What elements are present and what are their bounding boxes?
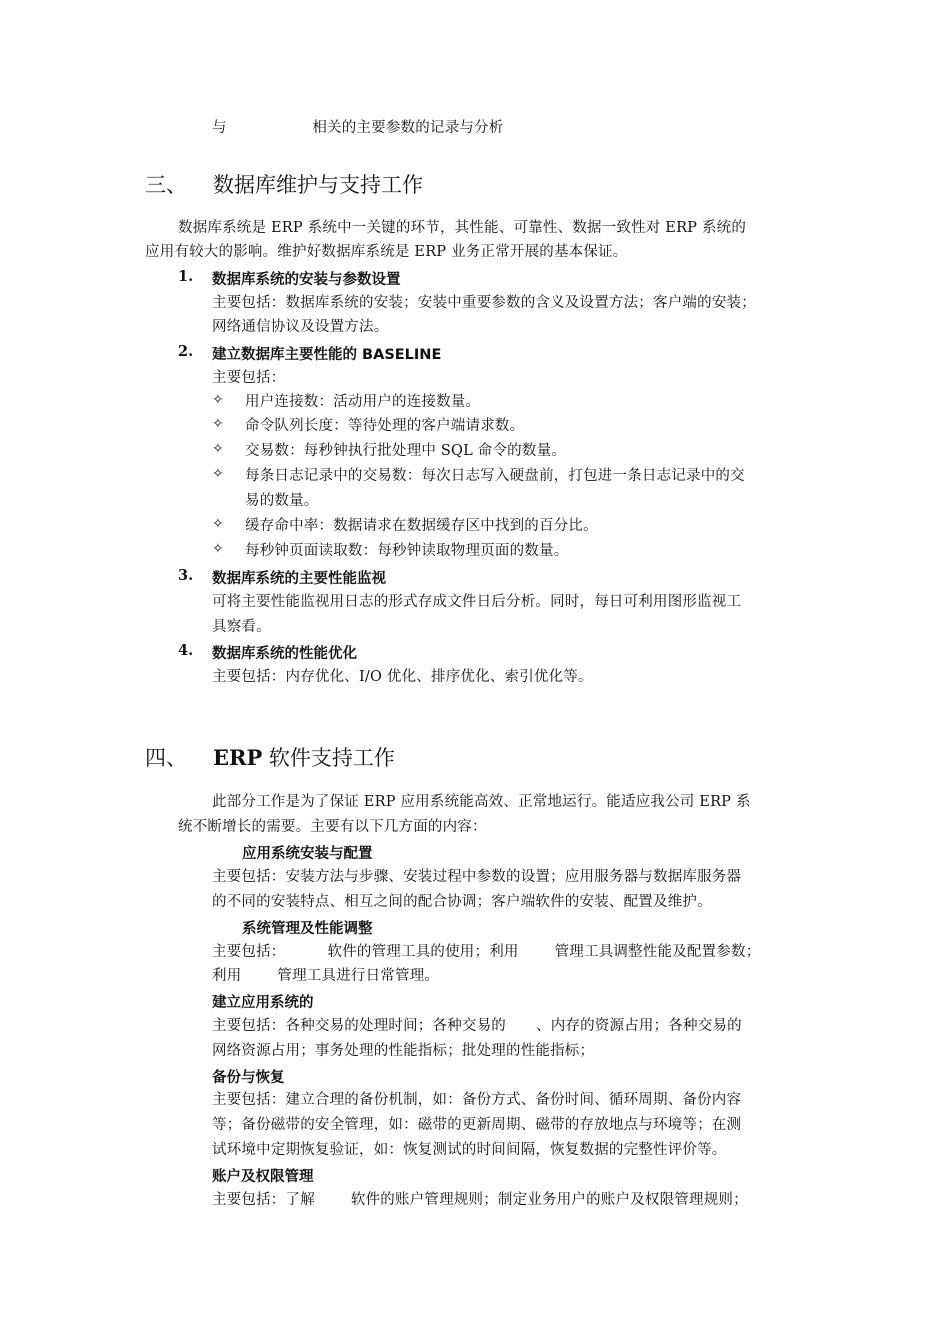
item2-lead: 主要包括： <box>212 370 286 386</box>
sub5-line1 <box>212 1190 748 1210</box>
item3-number: 3. <box>178 567 194 584</box>
bullet-icon: ✧ <box>212 392 224 408</box>
item3-title: 数据库系统的主要性能监视 <box>212 571 386 587</box>
item4-line1: 主要包括：内存优化、I/O 优化、排序优化、索引优化等。 <box>212 669 593 685</box>
item1-line2: 网络通信协议及设置方法。 <box>212 319 389 335</box>
sub5-title: 账户及权限管理 <box>212 1169 314 1185</box>
item1-line1: 主要包括：数据库系统的安装；安装中重要参数的含义及设置方法；客户端的安装； <box>212 295 756 311</box>
top-line-part-a: 与 <box>212 120 227 136</box>
sub1-line2: 的不同的安装特点、相互之间的配合协调；客户端软件的安装、配置及维护。 <box>212 894 712 910</box>
section3-number: 三、 <box>145 173 187 197</box>
bullet-icon: ✧ <box>212 441 224 457</box>
section4-number: 四、 <box>145 746 187 770</box>
section3-heading <box>145 171 423 199</box>
item1-title: 数据库系统的安装与参数设置 <box>212 272 401 288</box>
item3-line2: 具察看。 <box>212 619 271 635</box>
section3-intro-line2: 应用有较大的影响。维护好数据库系统是 ERP 业务正常开展的基本保证。 <box>145 244 628 260</box>
bullet-icon: ✧ <box>212 466 224 482</box>
bullet-icon: ✧ <box>212 541 224 557</box>
sub1-line1: 主要包括：安装方法与步骤、安装过程中参数的设置；应用服务器与数据库服务器 <box>212 869 742 885</box>
sub3-title: 建立应用系统的 <box>212 995 314 1011</box>
sub4-title: 备份与恢复 <box>212 1070 285 1086</box>
section3-title: 数据库维护与支持工作 <box>213 173 423 197</box>
item3-line1: 可将主要性能监视用日志的形式存成文件日后分析。同时，每日可利用图形监视工 <box>212 594 742 610</box>
bullet-icon: ✧ <box>212 516 224 532</box>
sub3-line1-b: 、内存的资源占用；各种交易的 <box>536 1018 742 1034</box>
sub2-line2 <box>212 966 439 986</box>
sub2-line1 <box>212 942 760 962</box>
item1-number: 1. <box>178 268 194 285</box>
sub4-line3: 试环境中定期恢复验证，如：恢复测试的时间间隔，恢复数据的完整性评价等。 <box>212 1142 727 1158</box>
sub2-line1-c: 管理工具调整性能及配置参数； <box>554 944 761 960</box>
section4-intro-line2: 统不断增长的需要。主要有以下几方面的内容： <box>178 819 487 835</box>
sub2-line2-a: 利用 <box>212 968 242 984</box>
bullet-item-continuation: 易的数量。 <box>245 493 319 509</box>
sub5-line1-b: 软件的账户管理规则；制定业务用户的账户及权限管理规则； <box>350 1192 748 1208</box>
item2-title: 建立数据库主要性能的 BASELINE <box>212 347 442 363</box>
section4-title-rest: 软件支持工作 <box>262 746 395 770</box>
sub4-line1: 主要包括：建立合理的备份机制，如：备份方式、备份时间、循环周期、备份内容 <box>212 1092 742 1108</box>
bullet-icon: ✧ <box>212 416 224 432</box>
bullet-item: 缓存命中率：数据请求在数据缓存区中找到的百分比。 <box>245 518 598 534</box>
sub2-line1-a: 主要包括： <box>212 944 286 960</box>
sub4-line2: 等；备份磁带的安全管理，如：磁带的更新周期、磁带的存放地点与环境等；在测 <box>212 1117 742 1133</box>
bullet-item: 每条日志记录中的交易数：每次日志写入硬盘前，打包进一条日志记录中的交 <box>245 468 745 484</box>
section3-intro-line1: 数据库系统是 ERP 系统中一关键的环节，其性能、可靠性、数据一致性对 ERP 系统的 <box>178 220 747 236</box>
sub5-line1-a: 主要包括：了解 <box>212 1192 315 1208</box>
item4-title: 数据库系统的性能优化 <box>212 646 357 662</box>
bullet-item: 用户连接数：活动用户的连接数量。 <box>245 394 481 410</box>
bullet-item: 交易数：每秒钟执行批处理中 SQL 命令的数量。 <box>245 443 566 459</box>
top-line-part-b: 相关的主要参数的记录与分析 <box>312 120 504 136</box>
sub3-line1-a: 主要包括：各种交易的处理时间；各种交易的 <box>212 1018 506 1034</box>
sub2-line2-b: 管理工具进行日常管理。 <box>277 968 440 984</box>
item4-number: 4. <box>178 642 194 659</box>
sub2-title: 系统管理及性能调整 <box>242 921 373 937</box>
section4-intro-line1: 此部分工作是为了保证 ERP 应用系统能高效、正常地运行。能适应我公司 ERP 系 <box>212 794 751 810</box>
sub1-title: 应用系统安装与配置 <box>242 846 373 862</box>
item2-number: 2. <box>178 343 194 360</box>
bullet-item: 命令队列长度：等待处理的客户端请求数。 <box>245 418 525 434</box>
section4-heading <box>145 744 395 772</box>
sub2-line1-b: 软件的管理工具的使用；利用 <box>327 944 519 960</box>
bullet-item: 每秒钟页面读取数：每秒钟读取物理页面的数量。 <box>245 543 569 559</box>
sub3-line2: 网络资源占用；事务处理的性能指标；批处理的性能指标； <box>212 1043 595 1059</box>
sub3-line1 <box>212 1016 742 1036</box>
top-line <box>212 118 503 138</box>
section4-title-bold: ERP <box>213 745 263 770</box>
